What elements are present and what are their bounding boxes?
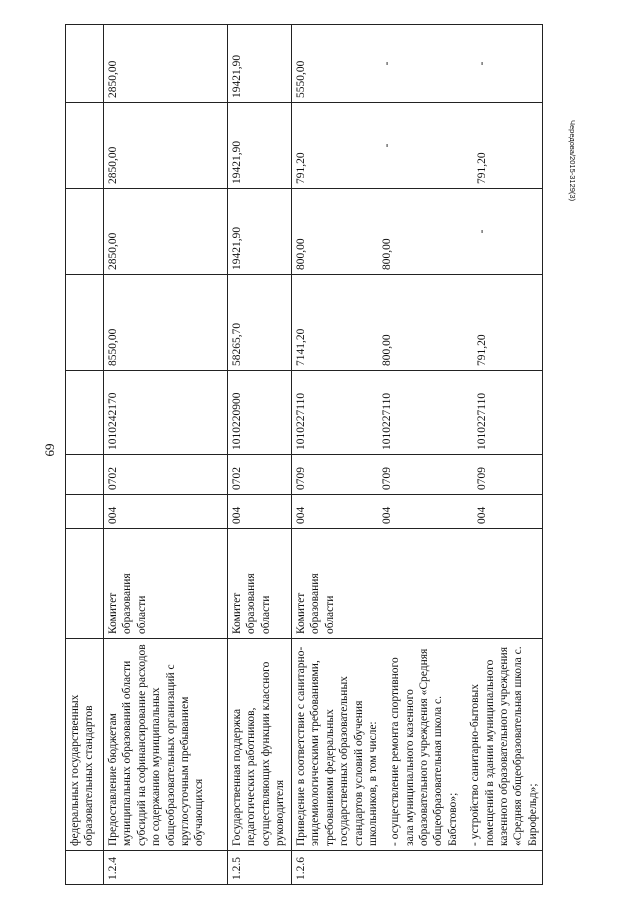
cell-section: 0709 0709 0709 xyxy=(292,455,543,495)
cell-target: 1010242170 xyxy=(104,371,228,455)
cell-target: 1010227110 1010227110 1010227110 xyxy=(292,371,543,455)
cell-y2: 2850,00 xyxy=(104,103,228,189)
cell-section: 0702 xyxy=(104,455,228,495)
cell-y3 xyxy=(66,25,104,103)
cell-y1 xyxy=(66,189,104,275)
cell-code xyxy=(66,495,104,529)
cell-y1: 19421,90 xyxy=(228,189,292,275)
cell-org: Комитет образования области xyxy=(104,529,228,639)
page-number: 69 xyxy=(42,443,57,457)
document-stamp: Чередова/2015-3129(3) xyxy=(568,120,577,202)
cell-num: 1.2.4 xyxy=(104,851,228,885)
sub-item-text: - осуществление ремонта спортивного зала муниципального казенного образовательного учреждения «Средняя общеобразовательная школа с. Бабстово»; xyxy=(389,648,459,846)
cell-name: федеральных государственных образовательных стандартов xyxy=(66,639,104,851)
cell-code: 004 xyxy=(228,495,292,529)
cell-org: Комитет образования области xyxy=(228,529,292,639)
budget-table xyxy=(65,24,543,885)
cell-y2 xyxy=(66,103,104,189)
cell-y3: 19421,90 xyxy=(228,25,292,103)
cell-target xyxy=(66,371,104,455)
table-row xyxy=(228,25,292,885)
cell-name xyxy=(292,639,543,851)
cell-num: 1.2.5 xyxy=(228,851,292,885)
cell-y1: 2850,00 xyxy=(104,189,228,275)
cell-total xyxy=(66,275,104,371)
cell-section: 0702 xyxy=(228,455,292,495)
cell-y3: 2850,00 xyxy=(104,25,228,103)
table-row xyxy=(66,25,104,885)
cell-name: Предоставление бюджетам муниципальных образований области субсидий на софинансирование расходов по содержанию муниципальных общеобразовательных организаций с круглосуточным пребыванием обучающихся xyxy=(104,639,228,851)
cell-y2: 791,20 - 791,20 xyxy=(292,103,543,189)
cell-total: 7141,20 800,00 791,20 xyxy=(292,275,543,371)
cell-y2: 19421,90 xyxy=(228,103,292,189)
cell-total: 8550,00 xyxy=(104,275,228,371)
cell-org xyxy=(66,529,104,639)
sub-item-text: - устройство санитарно-бытовых помещений в здании муниципального казенного образовательного учреждения «Средняя общеобразовательная школа с. Бирофельд»; xyxy=(469,646,539,846)
cell-section xyxy=(66,455,104,495)
cell-y1: 800,00 800,00 - xyxy=(292,189,543,275)
cell-total: 58265,70 xyxy=(228,275,292,371)
cell-num xyxy=(66,851,104,885)
budget-table-rotated xyxy=(65,25,580,885)
cell-org: Комитет образования области xyxy=(292,529,543,639)
cell-code: 004 xyxy=(104,495,228,529)
cell-code: 004 004 004 xyxy=(292,495,543,529)
cell-name: Государственная поддержка педагогических работников, осуществляющих функции классного руководителя xyxy=(228,639,292,851)
row-main-text: Приведение в соответствие с санитарно-эпидемиологическими требованиями, требованиями федеральных государственных образовательных стандартов условий обучения школьников, в том числе: xyxy=(295,646,379,846)
cell-target: 1010220900 xyxy=(228,371,292,455)
cell-y3: 5550,00 - - xyxy=(292,25,543,103)
cell-num: 1.2.6 xyxy=(292,851,543,885)
table-row xyxy=(104,25,228,885)
table-row xyxy=(292,25,543,885)
